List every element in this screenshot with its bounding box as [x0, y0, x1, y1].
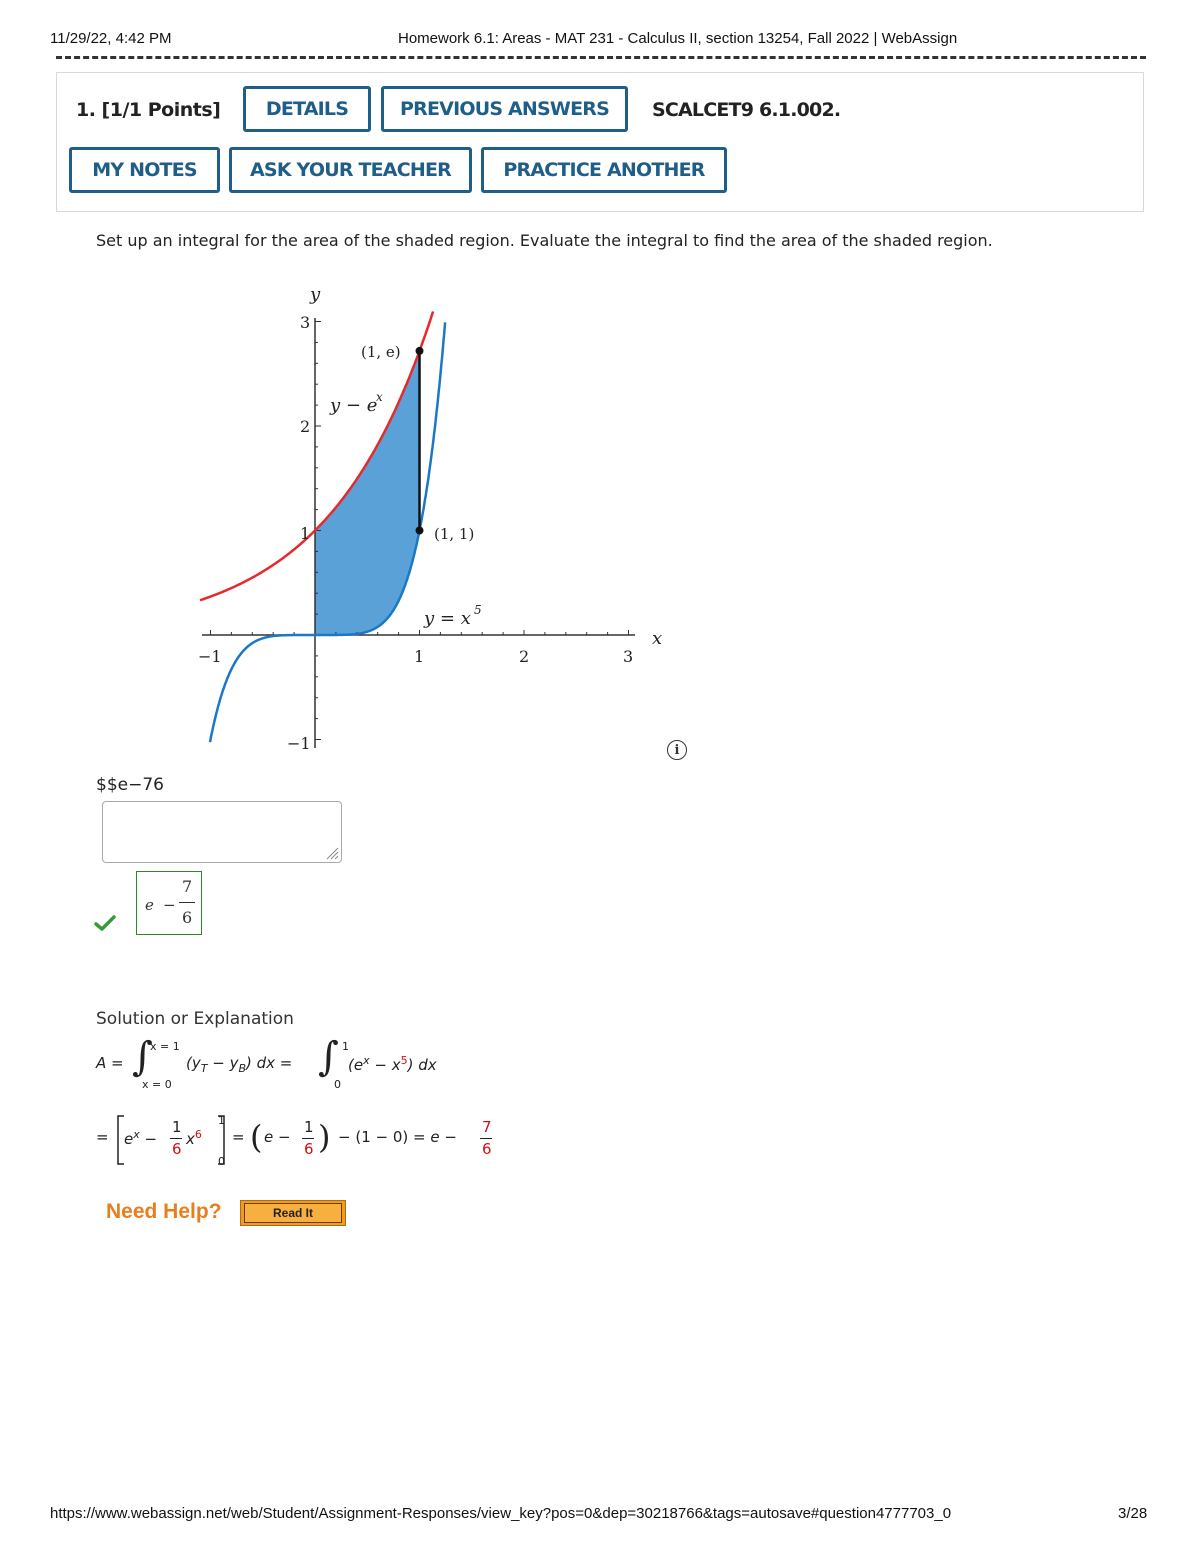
- y-tick-label: 2: [300, 417, 311, 436]
- curve-label-x5-sup: 5: [474, 603, 482, 617]
- solution-line2-eq2: =: [232, 1128, 245, 1146]
- question-number-points: 1. [1/1 Points]: [76, 99, 221, 121]
- y-tick-label: 3: [300, 313, 311, 332]
- x-tick-label: 1: [414, 647, 425, 666]
- solution-line2-eq: =: [96, 1128, 109, 1146]
- read-it-button[interactable]: [240, 1200, 346, 1226]
- solution-line2-x6: $x^6$: [186, 1128, 202, 1148]
- header-divider: [56, 56, 1146, 59]
- solution-line1-a: A =: [96, 1054, 124, 1072]
- curve-label-x5: y = x: [424, 608, 471, 629]
- details-button[interactable]: DETAILS: [243, 86, 371, 132]
- solution-lower-limit: x = 0: [142, 1078, 172, 1091]
- point-label-bottom: (1, 1): [434, 525, 475, 543]
- previous-answers-button[interactable]: PREVIOUS ANSWERS: [381, 86, 628, 132]
- fraction-bar: [179, 902, 195, 903]
- x-tick-label: 3: [623, 647, 634, 666]
- frac-num: 1: [172, 1118, 182, 1136]
- frac2-num: 1: [304, 1118, 314, 1136]
- frac3-den: 6: [482, 1140, 492, 1158]
- x-axis-label: x: [652, 628, 663, 649]
- x-tick-label: 2: [519, 647, 530, 666]
- correct-check-icon: [94, 914, 116, 932]
- submitted-minus: −: [163, 896, 176, 914]
- print-url: https://www.webassign.net/web/Student/Assignment-Responses/view_key?pos=0&dep=30218766&tags=autosave#question4777703_0: [50, 1505, 952, 1522]
- answer-input[interactable]: [102, 801, 342, 863]
- read-it-label: Read It: [244, 1203, 342, 1223]
- question-source: SCALCET9 6.1.002.: [652, 99, 841, 121]
- print-page-number: 3/28: [1118, 1505, 1148, 1522]
- curve-label-exp-sup: x: [376, 390, 383, 404]
- frac3-num: 7: [482, 1118, 492, 1136]
- paren-open-icon: (: [250, 1118, 263, 1156]
- print-date: 11/29/22, 4:42 PM: [50, 30, 172, 47]
- paren-close-icon: ): [318, 1118, 331, 1156]
- bracket-upper: 1: [218, 1114, 225, 1127]
- solution-line2-ex: $e^x$ −: [124, 1128, 158, 1148]
- frac-den: 6: [172, 1140, 182, 1158]
- x-tick-label: −1: [198, 647, 222, 666]
- area-graph: [180, 278, 680, 758]
- bracket-lower: 0: [218, 1155, 225, 1168]
- solution-line1-integrand-2: $(e^x - x^5)$ dx: [348, 1054, 437, 1074]
- submitted-answer: [136, 871, 202, 935]
- submitted-numerator: 7: [182, 877, 193, 896]
- info-icon[interactable]: i: [667, 740, 687, 760]
- solution-upper-limit: x = 1: [150, 1040, 180, 1053]
- fraction-bar: [302, 1138, 314, 1139]
- curve-label-exp: y − e: [330, 395, 378, 416]
- y-tick-label: 1: [300, 524, 311, 543]
- submitted-denominator: 6: [182, 908, 193, 927]
- solution-title: Solution or Explanation: [96, 1009, 294, 1029]
- print-page-title: Homework 6.1: Areas - MAT 231 - Calculus II, section 13254, Fall 2022 | WebAssign: [398, 30, 958, 47]
- my-notes-button[interactable]: MY NOTES: [69, 147, 220, 193]
- point-1-1: [416, 527, 424, 535]
- solution-line2-tail: − (1 − 0) = e −: [338, 1128, 457, 1146]
- ask-your-teacher-button[interactable]: ASK YOUR TEACHER: [229, 147, 472, 193]
- resize-grip-icon[interactable]: [325, 846, 339, 860]
- solution-upper-limit-2: 1: [342, 1040, 349, 1053]
- integral-sign-icon: ∫: [132, 1034, 153, 1080]
- question-prompt: Set up an integral for the area of the shaded region. Evaluate the integral to find the area of the shaded region.: [96, 231, 993, 250]
- solution-line2-e: e −: [264, 1128, 291, 1146]
- frac2-den: 6: [304, 1140, 314, 1158]
- fraction-bar: [480, 1138, 492, 1139]
- practice-another-button[interactable]: PRACTICE ANOTHER: [481, 147, 727, 193]
- submitted-e: e: [145, 896, 154, 914]
- fraction-bar: [170, 1138, 182, 1139]
- point-1-e: [416, 347, 424, 355]
- solution-lower-limit-2: 0: [334, 1078, 341, 1091]
- solution-line1-integrand: $(y_T - y_B)$ dx =: [186, 1054, 293, 1075]
- need-help-label: Need Help?: [106, 1200, 222, 1223]
- answer-label: $$e−76: [96, 775, 164, 795]
- y-axis-label: y: [310, 284, 321, 305]
- y-tick-label: −1: [287, 734, 311, 753]
- point-label-top: (1, e): [361, 343, 401, 361]
- integral-sign-icon: ∫: [318, 1034, 339, 1080]
